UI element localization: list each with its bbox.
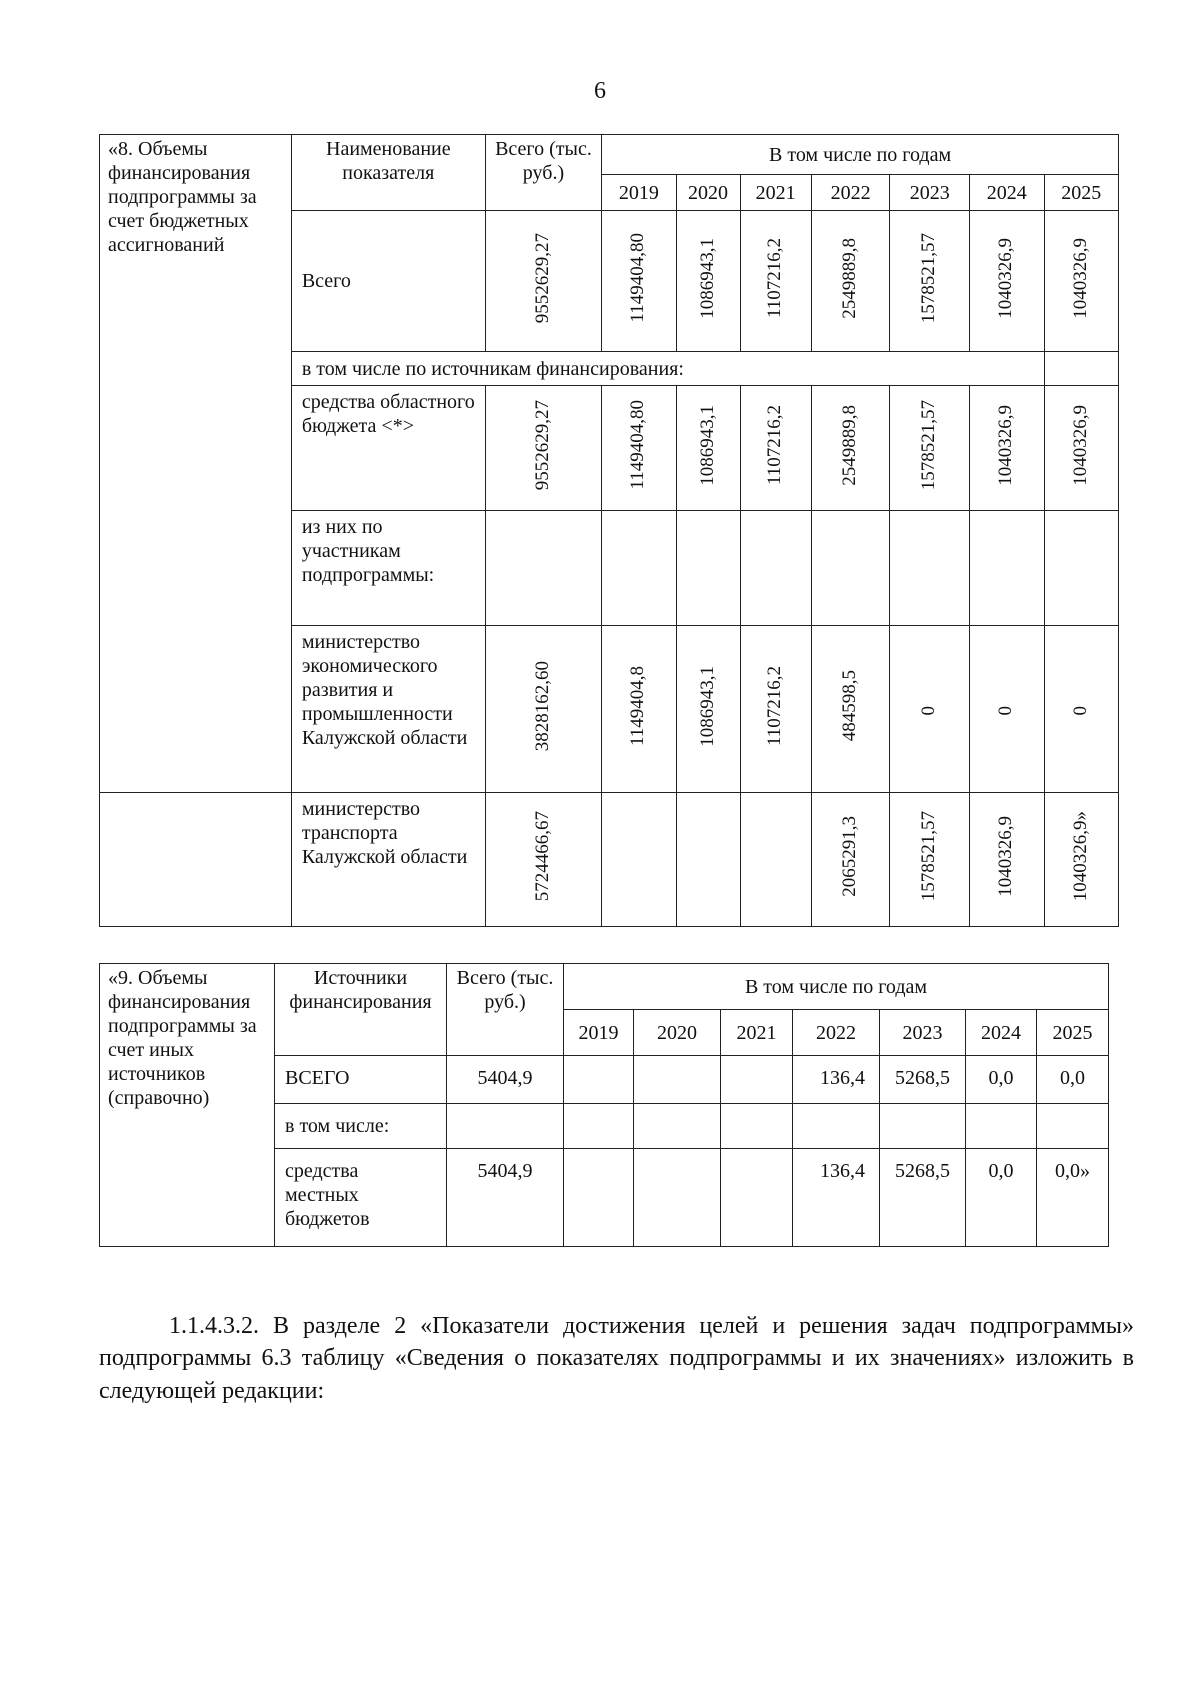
empty-cell [793,1104,880,1149]
value [721,1056,793,1104]
value: 2065291,3 [839,816,861,897]
value-cell [1044,211,1119,352]
total-cell [485,386,601,511]
year-header: 2021 [721,1010,793,1056]
empty-cell [740,511,811,626]
year-header: 2023 [890,175,970,211]
total-cell [485,211,601,352]
value-cell [1044,626,1119,793]
value: 136,4 [793,1056,880,1104]
empty-cell [602,511,676,626]
value-cell [676,626,740,793]
table-row [100,793,1119,927]
amendment-paragraph: 1.1.4.3.2. В разделе 2 «Показатели достижения целей и решения задач подпрограммы» подпрограммы 6.3 таблицу «Сведения о показателях подпрограммы и их значениях» изложить в следующей редакции: [99,1313,1134,1404]
year-header: 2025 [1044,175,1119,211]
row-label: средства областного бюджета <*> [291,386,485,511]
year-header: 2022 [811,175,890,211]
value-cell [970,386,1044,511]
value-cell [890,626,970,793]
value: 0,0 [966,1149,1037,1247]
col-total-header: Всего (тыс. руб.) [447,964,564,1056]
value: 1040326,9 [995,404,1017,486]
value [564,1056,634,1104]
value-cell [602,211,676,352]
value-cell [602,793,676,927]
value: 1578521,57 [918,232,940,324]
page-number: 6 [594,78,606,104]
sources-heading: в том числе по источникам финансирования: [291,352,1044,386]
value: 1149404,80 [627,400,649,490]
value: 5268,5 [880,1056,966,1104]
value: 0,0 [966,1056,1037,1104]
value-cell [1044,793,1119,927]
empty-cell [676,511,740,626]
empty-cell [966,1104,1037,1149]
col-sources-header: Источники финансирования [275,964,447,1056]
value: 1040326,9 [995,237,1017,319]
year-header: 2024 [970,175,1044,211]
section-8-spacer [100,793,292,927]
year-header: 2020 [676,175,740,211]
total-value: 3828162,60 [532,660,554,752]
value: 484598,5 [839,670,861,742]
value: 2549889,8 [839,237,861,319]
col-name-header: Наименование показателя [291,135,485,211]
years-group-header: В том числе по годам [602,135,1119,175]
row-label: министерство транспорта Калужской области [291,793,485,927]
total-cell [485,626,601,793]
total-value: 5724466,67 [532,811,554,902]
value-cell [811,793,890,927]
year-header: 2020 [634,1010,721,1056]
empty-cell [1044,511,1119,626]
row-label: в том числе: [275,1104,447,1149]
value: 1149404,80 [627,233,649,323]
value-cell [1044,386,1119,511]
value-cell [602,386,676,511]
value-cell [740,211,811,352]
year-header: 2019 [564,1010,634,1056]
row-label: из них по участникам подпрограммы: [291,511,485,626]
total-value: 9552629,27 [532,232,554,324]
value-cell [811,626,890,793]
value-cell [740,386,811,511]
value-cell [811,386,890,511]
value-cell [890,386,970,511]
value: 0,0» [1037,1149,1109,1247]
empty-cell [880,1104,966,1149]
empty-cell [811,511,890,626]
value-cell [811,211,890,352]
empty-cell [564,1104,634,1149]
value: 1149404,8 [627,665,649,747]
value-cell [890,793,970,927]
value: 1107216,2 [764,404,786,486]
empty-cell [970,511,1044,626]
year-header: 2022 [793,1010,880,1056]
total-value: 5404,9 [447,1056,564,1104]
value: 1578521,57 [918,399,940,491]
value: 5268,5 [880,1149,966,1247]
row-label: министерство экономического развития и промышленности Калужской области [291,626,485,793]
value: 2549889,8 [839,404,861,486]
value [564,1149,634,1247]
year-header: 2021 [740,175,811,211]
row-label: ВСЕГО [275,1056,447,1104]
value: 1107216,2 [764,237,786,319]
value-cell [676,386,740,511]
value-cell [676,793,740,927]
empty-cell [1044,352,1119,386]
total-cell [485,793,601,927]
section-9-label: «9. Объемы финансирования подпрограммы за счет иных источников (справочно) [100,964,275,1247]
empty-cell [485,511,601,626]
row-label: Всего [291,211,485,352]
value: 0 [995,705,1017,715]
col-total-header: Всего (тыс. руб.) [485,135,601,211]
year-header: 2025 [1037,1010,1109,1056]
section-8-label: «8. Объемы финансирования подпрограммы за счет бюджетных ассигнований [100,135,292,793]
value: 1040326,9 [1069,237,1091,319]
year-header: 2024 [966,1010,1037,1056]
value [634,1056,721,1104]
total-value: 9552629,27 [532,399,554,491]
financing-table-other [99,963,1109,1247]
value: 1086943,1 [696,404,718,486]
total-value: 5404,9 [447,1149,564,1247]
value: 1578521,57 [918,811,940,902]
value-cell [740,626,811,793]
value: 0,0 [1037,1056,1109,1104]
row-label: средства местных бюджетов [275,1149,447,1247]
empty-cell [721,1104,793,1149]
years-group-header: В том числе по годам [564,964,1109,1010]
value: 1107216,2 [764,665,786,747]
value-cell [970,793,1044,927]
value-cell [970,626,1044,793]
value-cell [676,211,740,352]
empty-cell [447,1104,564,1149]
value: 136,4 [793,1149,880,1247]
value-cell [970,211,1044,352]
value: 1086943,1 [696,237,718,319]
empty-cell [1037,1104,1109,1149]
value-cell [890,211,970,352]
year-header: 2019 [602,175,676,211]
value: 1086943,1 [696,665,718,747]
value: 0 [1069,705,1091,715]
value-cell [740,793,811,927]
empty-cell [634,1104,721,1149]
value [634,1149,721,1247]
value: 1040326,9 [995,816,1017,897]
value: 1040326,9 [1069,404,1091,486]
value: 1040326,9» [1069,811,1091,902]
empty-cell [890,511,970,626]
value-cell [602,626,676,793]
financing-table-budget [99,134,1119,927]
value [721,1149,793,1247]
value: 0 [918,705,940,715]
year-header: 2023 [880,1010,966,1056]
